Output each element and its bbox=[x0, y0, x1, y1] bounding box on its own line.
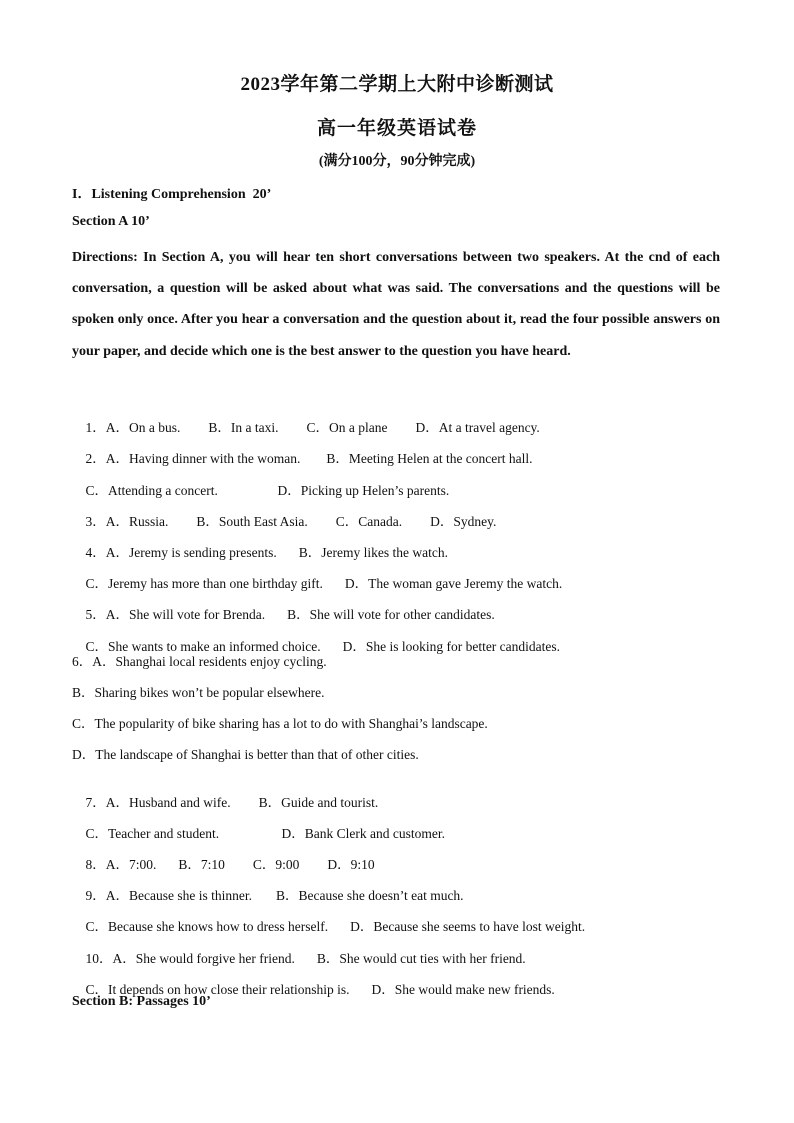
option-a: 9．A．Because she is thinner. bbox=[85, 888, 252, 903]
option-c: C．Jeremy has more than one birthday gift. bbox=[85, 576, 323, 591]
option-b: B．Jeremy likes the watch. bbox=[298, 545, 448, 560]
option-d: D．At a travel agency. bbox=[415, 420, 540, 435]
exam-note: (满分100分，90分钟完成) bbox=[318, 154, 476, 169]
option-d: D．9:10 bbox=[327, 857, 375, 872]
option-c: C．Attending a concert. bbox=[85, 483, 218, 498]
option-c: C．Canada. bbox=[335, 514, 403, 529]
option-a: 4．A．Jeremy is sending presents. bbox=[85, 545, 277, 560]
section-b-heading: Section B: Passages 10’ bbox=[72, 994, 211, 1009]
option-c: C．9:00 bbox=[252, 857, 300, 872]
directions-paragraph: Directions: In Section A, you will hear ten short conversations between two speakers. At the cnd of each conversation, a question will be asked about what was said. The conversations and the questions will be spoken only once. After you hear a conversation and the question about it, read the four possible answers on your paper, and decide which one is the best answer to the question you have heard. bbox=[72, 250, 720, 359]
option-c: C．It depends on how close their relationship is. bbox=[85, 982, 350, 997]
option-a: 7．A．Husband and wife. bbox=[85, 795, 231, 810]
option-c: C．On a plane bbox=[306, 420, 388, 435]
option-b: B．In a taxi. bbox=[208, 420, 279, 435]
option-b: B．Guide and tourist. bbox=[258, 795, 379, 810]
section-a-heading: Section A 10’ bbox=[72, 214, 150, 229]
option-d: D．Picking up Helen’s parents. bbox=[277, 483, 450, 498]
exam-subtitle: 高一年级英语试卷 bbox=[316, 118, 477, 139]
option-d: D．She is looking for better candidates. bbox=[342, 639, 561, 654]
option-a: 10．A．She would forgive her friend. bbox=[85, 951, 295, 966]
part-heading: I．Listening Comprehension 20’ bbox=[72, 187, 272, 202]
question-6-option-a: 6．A．Shanghai local residents enjoy cycling. bbox=[72, 654, 327, 669]
option-b: B．7:10 bbox=[178, 857, 225, 872]
option-a: 8．A．7:00. bbox=[85, 857, 157, 872]
option-a: 2．A．Having dinner with the woman. bbox=[85, 451, 301, 466]
option-c: C．Because she knows how to dress herself. bbox=[85, 919, 329, 934]
question-6-option-d: D．The landscape of Shanghai is better than that of other cities. bbox=[72, 747, 419, 762]
option-a: 5．A．She will vote for Brenda. bbox=[85, 607, 266, 622]
question-6-option-b: B．Sharing bikes won’t be popular elsewhere. bbox=[72, 685, 325, 700]
option-b: B．Because she doesn’t eat much. bbox=[275, 888, 464, 903]
option-b: B．South East Asia. bbox=[196, 514, 308, 529]
option-b: B．She would cut ties with her friend. bbox=[316, 951, 526, 966]
option-d: D．She would make new friends. bbox=[371, 982, 555, 997]
option-c: C．Teacher and student. bbox=[85, 826, 220, 841]
option-d: D．Sydney. bbox=[430, 514, 497, 529]
option-c: C．She wants to make an informed choice. bbox=[85, 639, 321, 654]
option-b: B．Meeting Helen at the concert hall. bbox=[326, 451, 533, 466]
option-a: 3．A．Russia. bbox=[85, 514, 169, 529]
option-a: 1．A．On a bus. bbox=[85, 420, 181, 435]
option-b: B．She will vote for other candidates. bbox=[287, 607, 495, 622]
exam-title: 2023学年第二学期上大附中诊断测试 bbox=[240, 74, 554, 95]
option-d: D．Bank Clerk and customer. bbox=[281, 826, 445, 841]
option-d: D．Because she seems to have lost weight. bbox=[350, 919, 586, 934]
option-d: D．The woman gave Jeremy the watch. bbox=[344, 576, 563, 591]
question-6-option-c: C．The popularity of bike sharing has a lot to do with Shanghai’s landscape. bbox=[72, 716, 488, 731]
